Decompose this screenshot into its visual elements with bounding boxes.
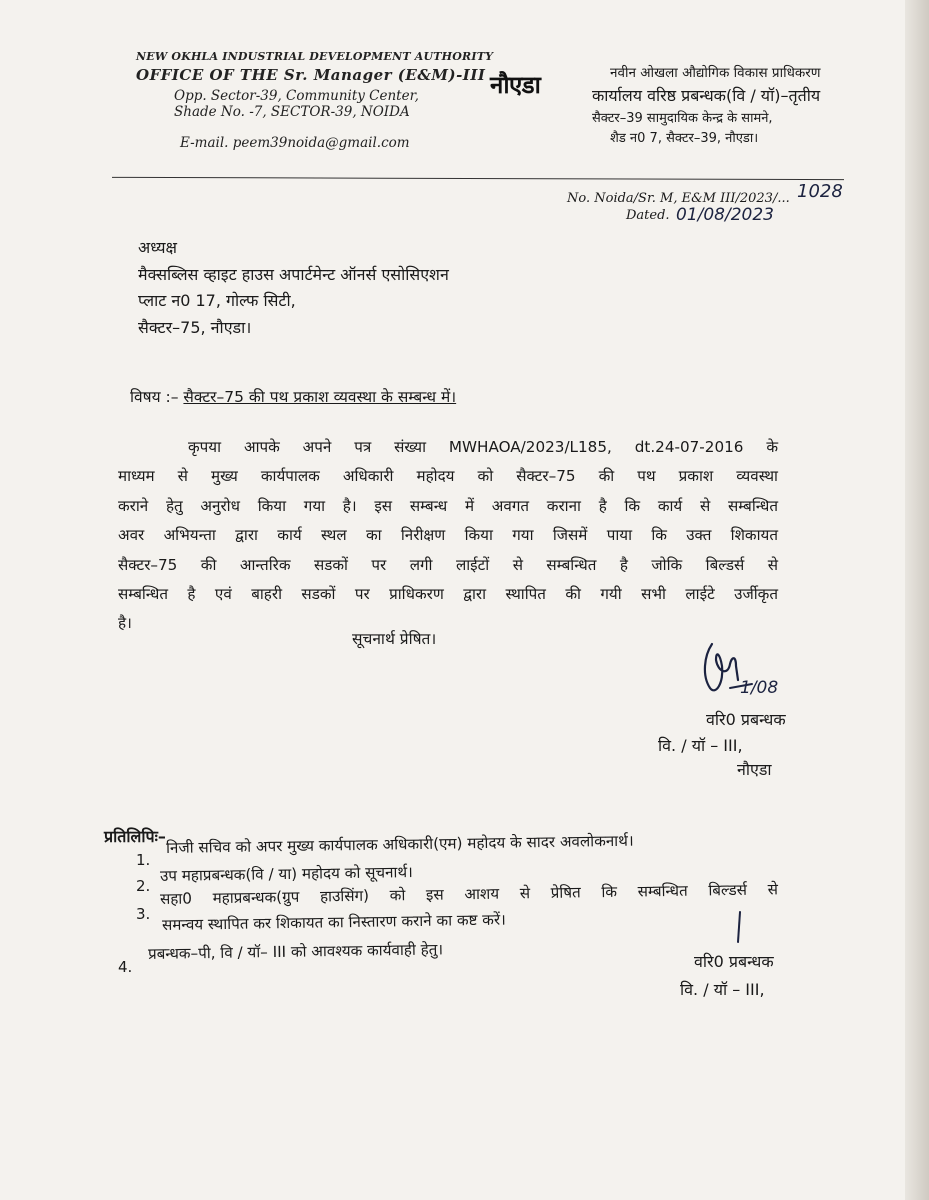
signatory-location: नौएडा xyxy=(737,760,772,779)
address-line-hindi: शैड न0 7, सैक्टर–39, नौएडा। xyxy=(610,131,759,146)
signatory-designation: वरि0 प्रबन्धक xyxy=(706,710,786,729)
subject-text: सैक्टर–75 की पथ प्रकाश व्यवस्था के सम्बन्ध में। xyxy=(183,388,457,406)
signatory-department: वि. / यॉ – III, xyxy=(658,736,743,755)
copy-item-text: समन्वय स्थापित कर शिकायत का निस्तारण कराने का कष्ट करें। xyxy=(161,910,507,934)
body-line: सैक्टर–75 की आन्तरिक सडकों पर लगी लाईटों से सम्बन्धित है जोकि बिल्डर्स से xyxy=(118,556,778,574)
noida-logo: नौएडा xyxy=(490,71,541,99)
reference-number-label: No. Noida/Sr. M, E&M III/2023/... xyxy=(567,191,790,206)
reference-number-handwritten: 1028 xyxy=(797,181,843,202)
body-line: माध्यम से मुख्य कार्यपालक अधिकारी महोदय को सैक्टर–75 की पथ प्रकाश व्यवस्था xyxy=(118,467,778,485)
copy-to-heading: प्रतिलिपिः– xyxy=(104,827,166,846)
signatory-designation: वरि0 प्रबन्धक xyxy=(694,952,774,971)
subject-line xyxy=(130,385,456,407)
recipient-line: अध्यक्ष xyxy=(138,238,177,257)
body-line: है। xyxy=(118,614,132,632)
copy-item-text: निजी सचिव को अपर मुख्य कार्यपालक अधिकारी(एम) महोदय के सादर अवलोकनार्थ। xyxy=(165,831,634,857)
recipient-line: प्लाट न0 17, गोल्फ सिटी, xyxy=(138,291,296,310)
body-line: सम्बन्धित है एवं बाहरी सडकों पर प्राधिकरण द्वारा स्थापित की गयी सभी लाईटे उर्जीकृत xyxy=(118,585,778,603)
copy-item-number: 1. xyxy=(136,851,151,869)
subject-label: विषय :– xyxy=(130,388,179,406)
authority-name-hindi: नवीन ओखला औद्योगिक विकास प्राधिकरण xyxy=(610,65,821,81)
copy-item-number: 4. xyxy=(118,958,133,976)
email-line-english: E-mail. peem39noida@gmail.com xyxy=(180,135,410,151)
body-line: कराने हेतु अनुरोध किया गया है। इस सम्बन्ध में अवगत कराना है कि कार्य से सम्बन्धित xyxy=(118,497,778,515)
signature-date-handwritten: 1/08 xyxy=(740,678,779,698)
copy-item-text: उप महाप्रबन्धक(वि / या) महोदय को सूचनार्थ। xyxy=(159,863,414,885)
copy-item-number: 3. xyxy=(136,905,151,923)
initial-mark xyxy=(728,908,748,948)
address-line-hindi: सैक्टर–39 सामुदायिक केन्द्र के सामने, xyxy=(592,111,773,126)
date-handwritten: 01/08/2023 xyxy=(676,205,774,225)
copy-item-text: सहा0 महाप्रबन्धक(ग्रुप हाउसिंग) को इस आशय से प्रेषित कि सम्बन्धित बिल्डर्स से xyxy=(159,880,779,908)
address-line-english: Shade No. -7, SECTOR-39, NOIDA xyxy=(174,104,410,120)
signatory-department: वि. / यॉ – III, xyxy=(680,980,765,999)
recipient-line: मैक्सब्लिस व्हाइट हाउस अपार्टमेन्ट ऑनर्स एसोसिएशन xyxy=(138,265,449,284)
authority-name-english: NEW OKHLA INDUSTRIAL DEVELOPMENT AUTHORITY xyxy=(136,50,494,63)
office-name-hindi: कार्यालय वरिष्ठ प्रबन्धक(वि / यॉ)–तृतीय xyxy=(592,86,821,105)
copy-item-number: 2. xyxy=(136,877,151,895)
letterhead-divider xyxy=(112,177,844,180)
recipient-line: सैक्टर–75, नौएडा। xyxy=(138,318,252,337)
copy-item-text: प्रबन्धक–पी, वि / यॉ– III को आवश्यक कार्यवाही हेतु। xyxy=(147,940,444,963)
dated-label: Dated. xyxy=(626,208,670,223)
body-line: कृपया आपके अपने पत्र संख्या MWHAOA/2023/L185, dt.24-07-2016 के xyxy=(188,438,778,456)
page-fold-shadow xyxy=(905,0,929,1200)
office-name-english: OFFICE OF THE Sr. Manager (E&M)-III xyxy=(136,66,486,84)
body-line: अवर अभियन्ता द्वारा कार्य स्थल का निरीक्षण किया गया जिसमें पाया कि उक्त शिकायत xyxy=(118,526,778,544)
address-line-english: Opp. Sector-39, Community Center, xyxy=(174,88,419,104)
forwarded-note: सूचनार्थ प्रेषित। xyxy=(352,630,437,648)
